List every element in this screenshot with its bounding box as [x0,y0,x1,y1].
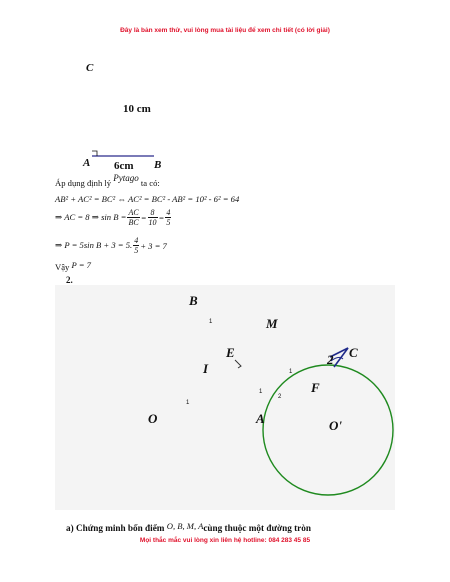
conclusion-word: Vậy [55,262,70,272]
part-a-tail: cùng thuộc một đường tròn [203,523,311,533]
point-b-label: B [189,293,198,308]
fraction-8-10 [148,208,158,227]
theorem-name: Pytago [113,173,139,183]
solution-line-1 [55,173,160,188]
point-m-label: M [266,316,278,331]
p-value-prefix: ⇒ P = 5sin B + 3 = 5. [55,240,133,250]
part-a-label: a) [66,523,74,533]
vertex-b-label: B [154,159,162,171]
point-o-prime-label: O' [329,418,342,433]
angle-mark-f1: 1 [289,369,293,375]
solution-conclusion [55,262,91,272]
point-e-mark [235,360,241,368]
angle-mark-i1: 1 [186,400,190,406]
p-value-suffix: + 3 = 7 [140,240,167,251]
fraction-numerator: AC [128,208,139,217]
solution-line-2 [55,194,239,204]
theorem-intro-text: Áp dụng định lý [55,178,112,188]
point-e-label: E [226,345,235,360]
fraction-numerator: 8 [148,208,158,218]
fraction-numerator: 4 [134,236,139,245]
part-a-question [66,523,311,533]
triangle-base-drawing [88,145,158,161]
circle-o-prime [263,365,393,495]
fraction-denominator: 5 [134,246,139,255]
vertex-a-label: A [83,157,91,169]
solution-line-4 [55,236,167,255]
solution-line-3 [55,208,172,227]
part-a-text: Chứng minh bốn điểm [75,523,165,533]
hypotenuse-length-label [123,103,151,115]
fraction-denominator: 10 [148,218,157,227]
right-angle-mark [92,151,97,156]
point-i-label: I [203,361,209,376]
sinb-prefix: ⇒ AC = 8 ⇒ sin B = [55,212,127,222]
point-f-label: F [311,380,320,395]
angle-mark-m1: 1 [209,319,213,325]
angle-mark-f2: 2 [278,394,282,400]
point-a-label: A [256,411,265,426]
preview-notice: Đây là bản xem thử, vui lòng mua tài liệu để xem chi tiết (có lời giải) [120,27,330,34]
circle-drawing [55,285,395,510]
point-c-label: C [349,345,358,360]
angle-2-label: 2 [327,352,334,367]
hypotenuse-length-text: 10 cm [123,103,151,115]
part-a-points: O, B, M, A [166,521,204,531]
angle-mark-a1: 1 [259,389,263,395]
pythagoras-equation: AB² + AC² = BC² ⇔ AC² = BC² - AB² = 10² - 6² = 64 [55,194,240,204]
fraction-denominator: 5 [166,218,171,227]
conclusion-equation: P = 7 [71,260,91,270]
circle-geometry-figure [55,285,395,510]
fraction-ac-bc [127,208,139,227]
theorem-tail-text: ta có: [140,178,160,188]
fraction-4-5-b [133,236,139,255]
base-length-label: 6cm [114,160,134,172]
equals-sign: = [158,212,165,223]
fraction-numerator: 4 [166,208,171,217]
fraction-4-5 [165,208,171,227]
fraction-denominator: BC [128,218,139,227]
equals-sign: = [140,212,147,223]
point-o-label: O [148,411,158,426]
vertex-c-label: C [86,62,94,74]
hotline-notice: Mọi thắc mắc vui lòng xin liên hệ hotline: 084 283 45 85 [139,537,311,544]
part-2-number: 2. [66,275,73,285]
